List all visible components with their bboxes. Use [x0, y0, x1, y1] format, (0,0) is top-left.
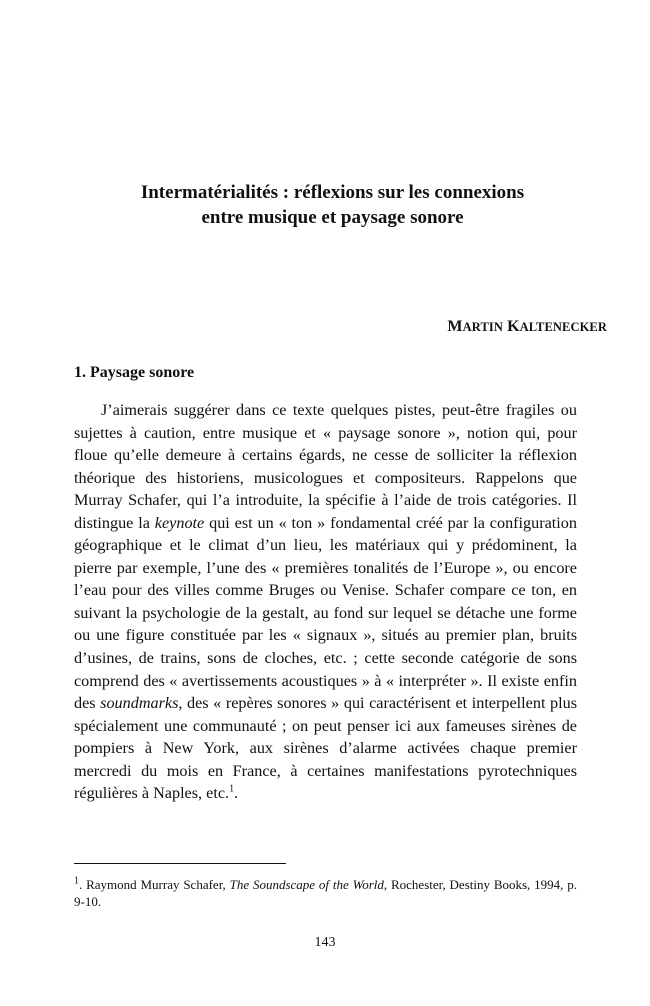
author-last-initial: K: [507, 318, 520, 335]
author-name: [447, 318, 607, 336]
body-text-1: J’aimerais suggérer dans ce texte quelques pistes, peut-être fragiles ou sujettes à caution, entre musique et « paysage sonore », notion qui, pour floue qu’elle demeure à certains égards, ne cesse de solliciter la réflexion théorique des historiens, musicologues et compositeurs. Rappelons que Murray Schafer, qui l’a introduite, la spécifie à l’aide de trois catégories. Il distingue la: [74, 401, 577, 532]
footnote-reference[interactable]: 1: [229, 783, 235, 795]
section-heading: 1. Paysage sonore: [74, 364, 195, 381]
author-first-rest: ARTIN: [462, 320, 503, 334]
author-last-rest: ALTENECKER: [519, 320, 607, 334]
chapter-title-line-2: entre musique et paysage sonore: [201, 207, 464, 228]
term-soundmarks: soundmarks: [100, 694, 179, 713]
footnote-marker: 1: [74, 875, 79, 887]
body-text-3: , des « repères sonores » qui caractérisent et interpellent plus spécialement une communauté ; on peut penser ici aux fameuses sirènes de pompiers à New York, aux sirènes d’alarme activées chaque premier mercredi du mois en France, à certaines manifestations pyrotechniques régulières à Naples, etc.: [74, 694, 577, 803]
body-paragraph: [74, 399, 577, 805]
footnote-text-1: . Raymond Murray Schafer,: [79, 877, 230, 892]
body-text-2: qui est un « ton » fondamental créé par la configuration géographique et le climat d’un lieu, les matériaux qui y prédominent, la pierre par exemple, l’une des « premières tonalités de l’Europe », ou encore l’eau pour des villes comme Bruges ou Venise. Schafer compare ce ton, en suivant la psychologie de la gestalt, au fond sur lequel se détache une forme ou une figure constituée par les « signaux », situés au premier plan, bruits d’usines, de trains, sons de cloches, etc. ; cette seconde catégorie de sons comprend des « avertissements acoustiques » à « interpréter ». Il existe enfin des: [74, 513, 577, 713]
page-number: 143: [314, 935, 336, 950]
footnote-separator: [74, 863, 286, 864]
author-first-initial: M: [447, 318, 463, 335]
term-keynote: keynote: [154, 513, 205, 532]
chapter-title-line-1: Intermatérialités : réflexions sur les connexions: [140, 182, 525, 203]
footnote-book-title: The Soundscape of the World: [229, 877, 384, 892]
body-text-4: .: [234, 784, 239, 803]
footnote: [74, 876, 577, 910]
chapter-title: [60, 180, 605, 230]
footnote-text-2: , Rochester, Destiny Books, 1994, p. 9-10.: [74, 877, 577, 909]
